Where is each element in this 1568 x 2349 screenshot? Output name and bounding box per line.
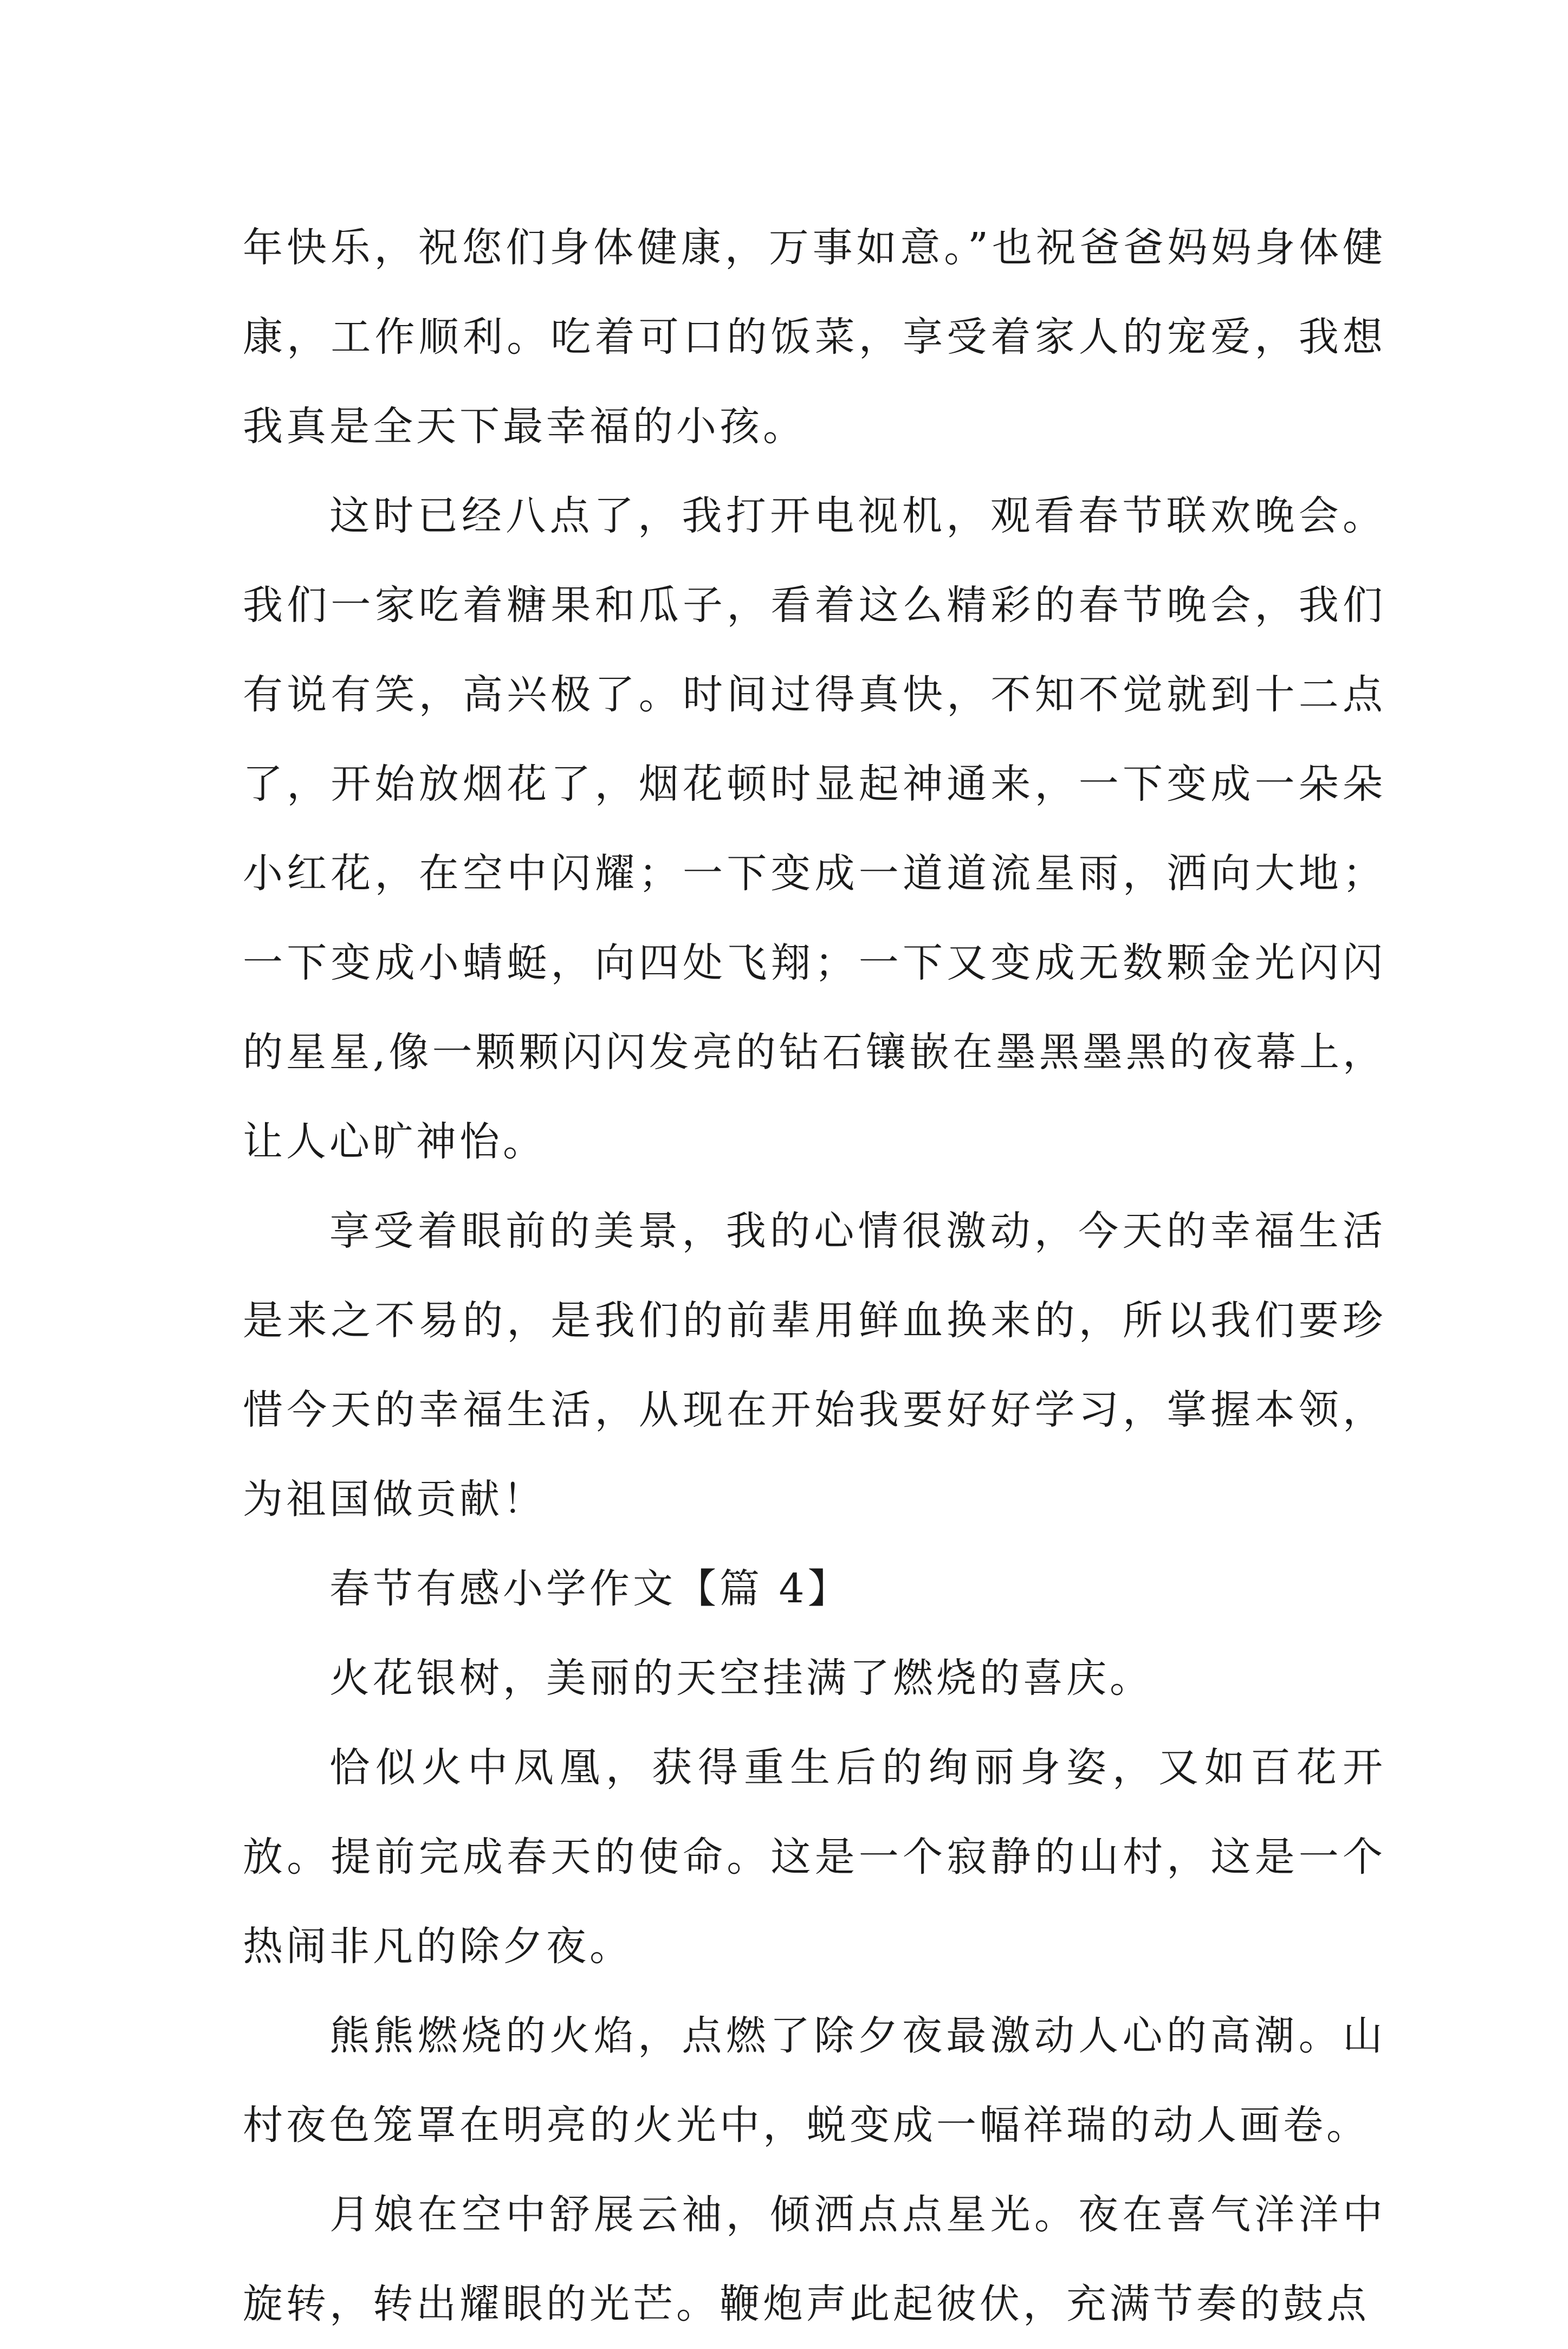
paragraph-flames: 熊熊燃烧的火焰，点燃了除夕夜最激动人心的高潮。山村夜色笼罩在明亮的火光中，蜕变成一幅祥瑞的动人画卷。 xyxy=(243,2012,1386,2149)
paragraph-happy-life: 享受着眼前的美景，我的心情很激动，今天的幸福生活是来之不易的，是我们的前辈用鲜血换来的，所以我们要珍惜今天的幸福生活，从现在开始我要好好学习，掌握本领，为祖国做贡献！ xyxy=(243,1208,1386,1523)
paragraph-continuation: 年快乐，祝您们身体健康，万事如意。”也祝爸爸妈妈身体健康，工作顺利。吃着可口的饭菜，享受着家人的宠爱，我想我真是全天下最幸福的小孩。 xyxy=(243,224,1386,450)
paragraph-fireworks-intro: 火花银树，美丽的天空挂满了燃烧的喜庆。 xyxy=(329,1655,1153,1701)
paragraph-spring-festival-gala: 这时已经八点了，我打开电视机，观看春节联欢晚会。我们一家吃着糖果和瓜子，看着这么精彩的春节晚会，我们有说有笑，高兴极了。时间过得真快，不知不觉就到十二点了，开始放烟花了，烟花顿时显起神通来，一下变成一朵朵小红花，在空中闪耀；一下变成一道道流星雨，洒向大地；一下变成小蜻蜓，向四处飞翔；一下又变成无数颗金光闪闪的星星,像一颗颗闪闪发亮的钻石镶嵌在墨黑墨黑的夜幕上，让人心旷神怡。 xyxy=(243,493,1386,1165)
section-heading: 春节有感小学作文【篇 4】 xyxy=(329,1565,851,1612)
document-body xyxy=(243,203,1386,2349)
paragraph-moonlight: 月娘在空中舒展云袖，倾洒点点星光。夜在喜气洋洋中旋转，转出耀眼的光芒。鞭炮声此起彼伏，充满节奏的鼓点 xyxy=(243,2191,1386,2327)
paragraph-phoenix: 恰似火中凤凰，获得重生后的绚丽身姿，又如百花开放。提前完成春天的使命。这是一个寂静的山村，这是一个热闹非凡的除夕夜。 xyxy=(243,1744,1386,1970)
